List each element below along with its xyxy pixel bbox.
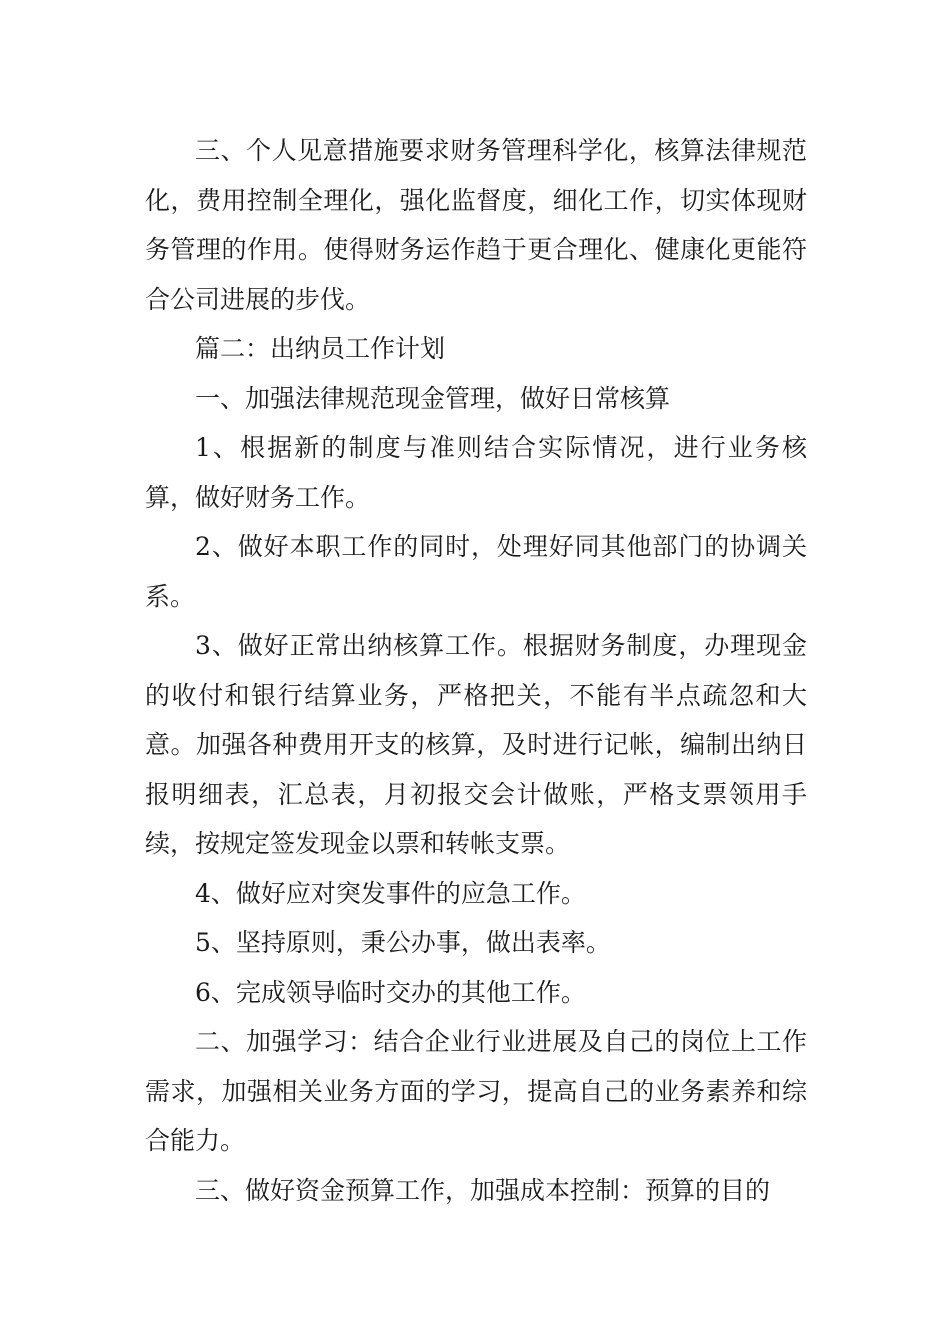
list-item-2: 2、做好本职工作的同时，处理好同其他部门的协调关系。: [145, 532, 807, 611]
list-item-4: 4、做好应对突发事件的应急工作。: [195, 878, 586, 908]
heading-strengthen-learning: 二、加强学习：结合企业行业进展及自己的岗位上工作需求，加强相关业务方面的学习，提高自己的业务素养和综合能力。: [145, 1027, 807, 1155]
section-title-cashier-plan: 篇二：出纳员工作计划: [195, 334, 446, 363]
heading-budget-work: 三、做好资金预算工作，加强成本控制：预算的目的: [195, 1175, 771, 1205]
list-item-5: 5、坚持原则，秉公办事，做出表率。: [195, 928, 611, 957]
heading-cash-management: 一、加强法律规范现金管理，做好日常核算: [195, 383, 671, 413]
paragraph-personal-suggestions: 三、个人见意措施要求财务管理科学化，核算法律规范化，费用控制全理化，强化监督度，细化工作，切实体现财务管理的作用。使得财务运作趋于更合理化、健康化更能符合公司进展的步伐。: [145, 136, 807, 314]
list-item-6: 6、完成领导临时交办的其他工作。: [195, 977, 586, 1007]
list-item-1: 1、根据新的制度与准则结合实际情况，进行业务核算，做好财务工作。: [145, 433, 807, 512]
list-item-3: 3、做好正常出纳核算工作。根据财务制度，办理现金的收付和银行结算业务，严格把关，不能有半点疏忽和大意。加强各种费用开支的核算，及时进行记帐，编制出纳日报明细表，汇总表，月初报交会计做账，严格支票领用手续，按规定签发现金以票和转帐支票。: [145, 631, 807, 858]
document-page: [145, 126, 807, 1215]
